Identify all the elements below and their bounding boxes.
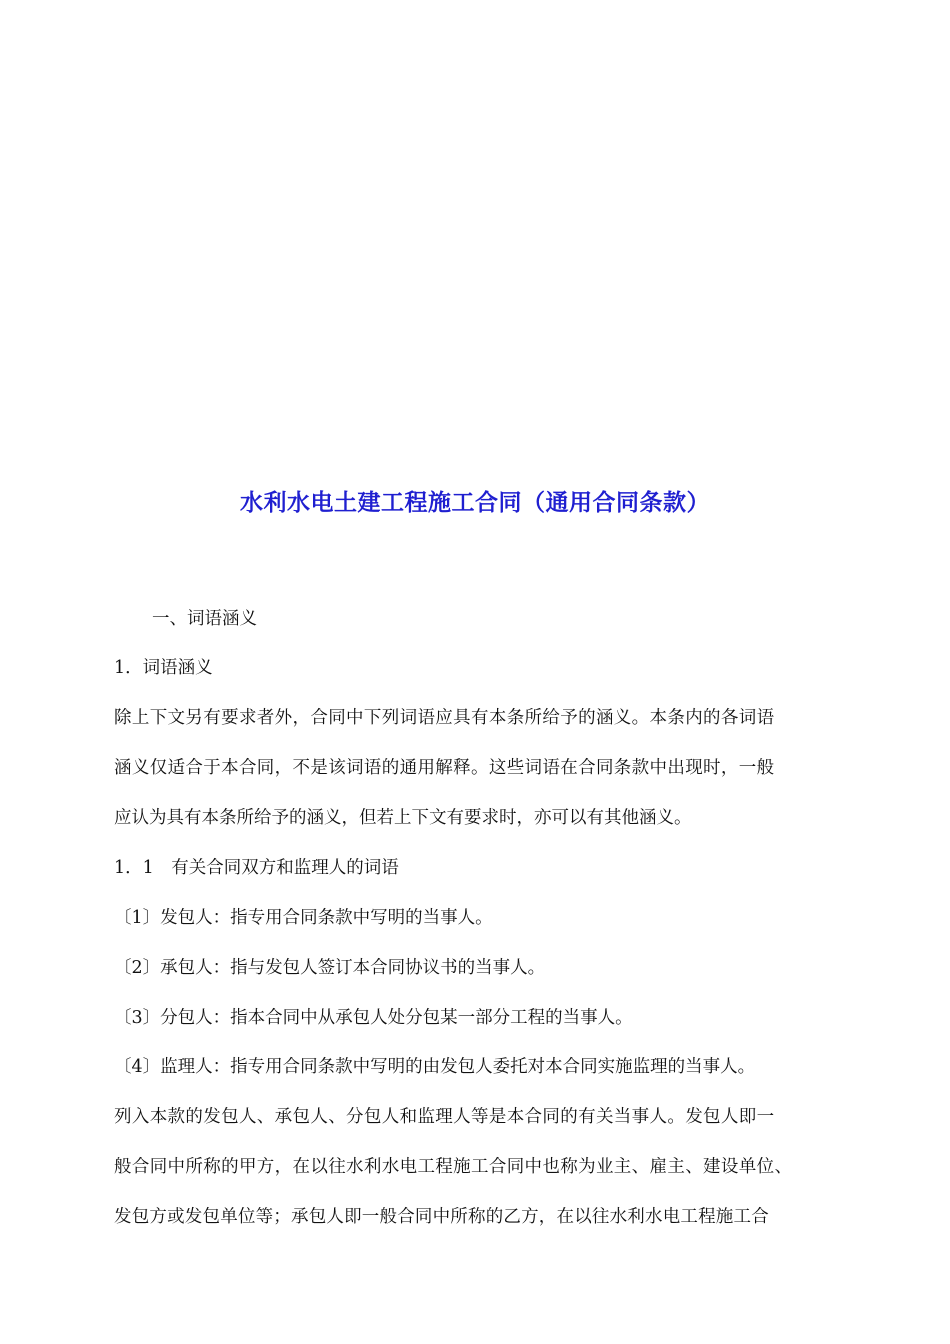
definition-item: 〔1〕发包人：指专用合同条款中写明的当事人。 [114, 908, 493, 928]
body-paragraph-line: 除上下文另有要求者外，合同中下列词语应具有本条所给予的涵义。本条内的各词语 [114, 708, 775, 728]
definition-item: 〔4〕监理人：指专用合同条款中写明的由发包人委托对本合同实施监理的当事人。 [114, 1057, 756, 1077]
definition-item: 〔2〕承包人：指与发包人签订本合同协议书的当事人。 [114, 958, 546, 978]
body-paragraph-line: 般合同中所称的甲方，在以往水利水电工程施工合同中也称为业主、雇主、建设单位、 [114, 1157, 793, 1177]
definition-item: 〔3〕分包人：指本合同中从承包人处分包某一部分工程的当事人。 [114, 1008, 633, 1028]
body-paragraph-line: 列入本款的发包人、承包人、分包人和监理人等是本合同的有关当事人。发包人即一 [114, 1107, 775, 1127]
subclause-heading: 1．1 有关合同双方和监理人的词语 [114, 858, 399, 878]
body-paragraph-line: 应认为具有本条所给予的涵义，但若上下文有要求时，亦可以有其他涵义。 [114, 808, 692, 828]
clause-heading: 1．词语涵义 [114, 658, 213, 678]
section-heading: 一、词语涵义 [152, 609, 257, 629]
body-paragraph-line: 涵义仅适合于本合同，不是该词语的通用解释。这些词语在合同条款中出现时，一般 [114, 758, 775, 778]
document-title: 水利水电土建工程施工合同（通用合同条款） [240, 490, 710, 516]
body-paragraph-line: 发包方或发包单位等；承包人即一般合同中所称的乙方，在以往水利水电工程施工合 [114, 1207, 769, 1227]
